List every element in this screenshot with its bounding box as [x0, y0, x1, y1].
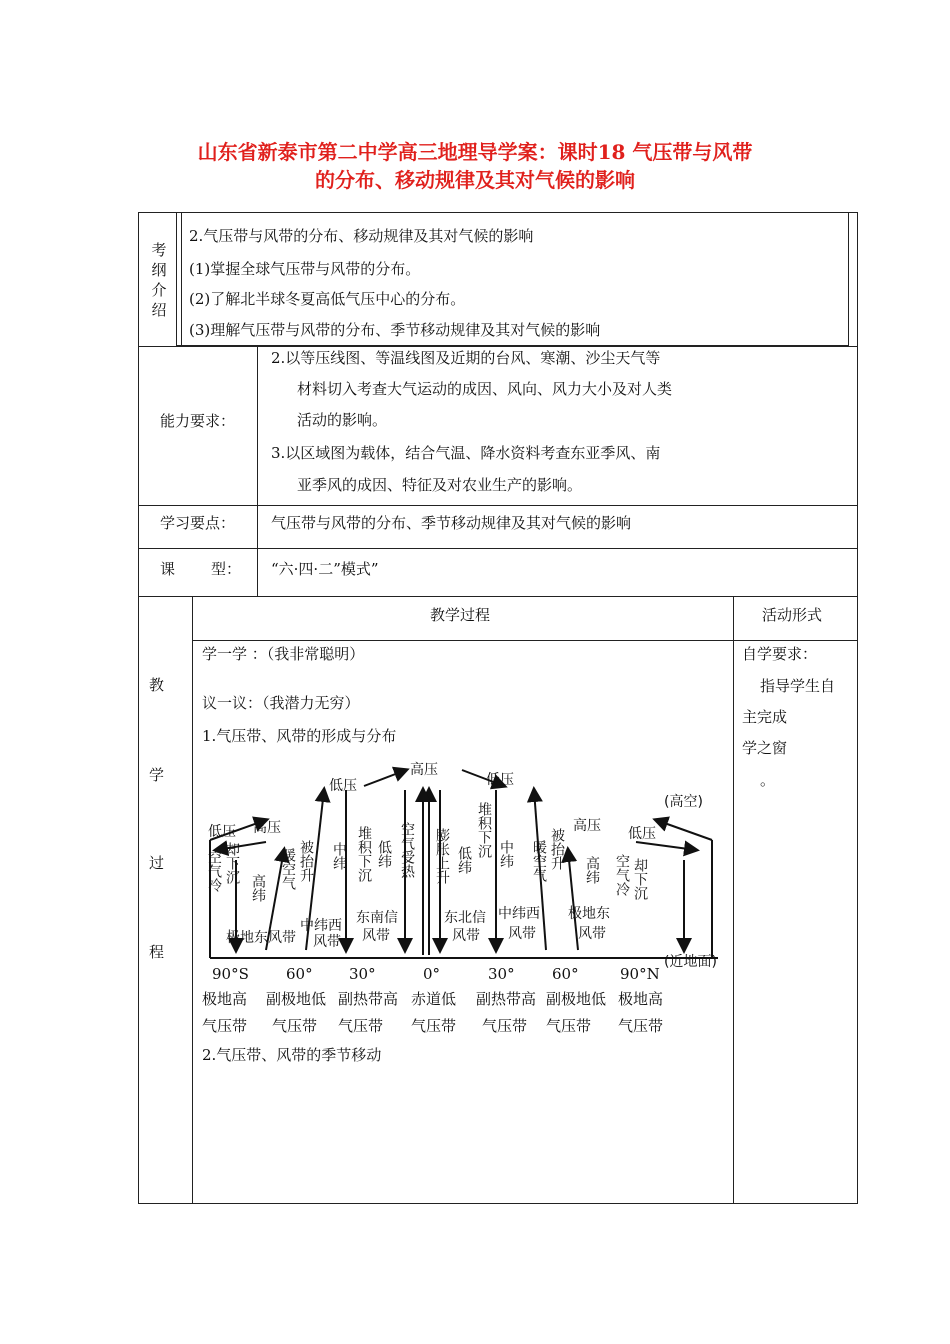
vt-warm-air-right: 暖空气 [531, 840, 547, 882]
activity-line-3: 主完成 [742, 708, 788, 726]
lesson-type-label-b: 型： [211, 560, 242, 578]
belt-2-b: 气压带 [272, 1017, 318, 1035]
activity-line-1: 自学要求： [742, 645, 818, 663]
ability-line-4: 3.以区域图为载体，结合气温、降水资料考查东亚季风、南 [271, 444, 661, 462]
wind-westerly-right-a: 中纬西 [498, 906, 540, 922]
section-heading-2: 2.气压带、风带的季节移动 [202, 1046, 382, 1064]
belt-4-a: 赤道低 [411, 990, 457, 1008]
belt-5-b: 气压带 [482, 1017, 528, 1035]
vt-lifted-right: 被抬升 [549, 828, 565, 870]
activity-line-5: 。 [760, 771, 776, 789]
col-activity-header: 活动形式 [762, 606, 823, 624]
vt-sink-right: 却下沉 [632, 858, 648, 900]
belt-3-a: 副热带高 [338, 990, 399, 1008]
label-low-left: 低压 [208, 824, 236, 840]
title-line-1: 山东省新泰市第二中学高三地理导学案：课时18 气压带与风带 [197, 140, 753, 164]
process-char-3: 过 [149, 854, 165, 872]
vt-pile-sink-left: 堆积下沉 [356, 826, 372, 882]
kagang-item-3: (2)了解北半球冬夏高低气压中心的分布。 [189, 290, 466, 308]
vt-mid-lat-left: 中纬 [331, 842, 347, 870]
wind-ne-trade-a: 东北信 [444, 910, 486, 926]
belt-1-b: 气压带 [202, 1017, 248, 1035]
page-title [120, 138, 830, 194]
wind-westerly-left-a: 中纬西 [300, 918, 342, 934]
vt-warm-air-left: 暖空气 [280, 848, 296, 890]
ability-line-5: 亚季风的成因、特征及对农业生产的影响。 [297, 476, 583, 494]
vt-mid-lat-right: 中纬 [498, 840, 514, 868]
vt-high-lat-right: 高纬 [584, 856, 600, 884]
key-points-label: 学习要点： [160, 514, 236, 532]
wind-westerly-left-b: 风带 [313, 934, 341, 950]
key-points-value: 气压带与风带的分布、季节移动规律及其对气候的影响 [271, 514, 632, 532]
kagang-item-4: (3)理解气压带与风带的分布、季节移动规律及其对气候的影响 [189, 321, 601, 339]
lat-30n: 30° [488, 965, 515, 983]
kagang-label [149, 240, 169, 320]
ability-line-1: 2.以等压线图、等温线图及近期的台风、寒潮、沙尘天气等 [271, 349, 661, 367]
label-high-upper-right: 高压 [573, 818, 601, 834]
lesson-type-value: “六·四·二”模式” [271, 560, 379, 578]
discuss-line: 议一议：（我潜力无穷） [202, 694, 360, 712]
label-near-ground: (近地面) [664, 954, 717, 970]
process-char-2: 学 [149, 766, 165, 784]
label-high-upper-left: 高压 [253, 820, 281, 836]
kagang-item-1: 2.气压带与风带的分布、移动规律及其对气候的影响 [189, 227, 534, 245]
wind-se-trade-b: 风带 [362, 928, 390, 944]
title-line-2: 的分布、移动规律及其对气候的影响 [315, 168, 635, 192]
vt-low-lat-right: 低纬 [456, 846, 472, 874]
process-char-4: 程 [149, 943, 165, 961]
label-low-upper-left: 低压 [329, 778, 357, 794]
kagang-char-2: 纲 [151, 261, 167, 279]
belt-2-a: 副极地低 [266, 990, 327, 1008]
learn-line: 学一学 ：（我非常聪明） [202, 645, 365, 663]
lesson-type-label-a: 课 [160, 560, 176, 578]
wind-polar-east-left: 极地东风带 [226, 930, 296, 946]
kagang-char-4: 绍 [151, 301, 167, 319]
ability-line-3: 活动的影响。 [297, 411, 388, 429]
belt-3-b: 气压带 [338, 1017, 384, 1035]
activity-line-4: 学之窗 [742, 739, 788, 757]
kagang-char-3: 介 [151, 281, 167, 299]
belt-4-b: 气压带 [411, 1017, 457, 1035]
label-high-altitude: (高空) [664, 794, 703, 810]
lat-60n: 60° [552, 965, 579, 983]
vt-sink-left: 却下沉 [224, 842, 240, 884]
lat-30s: 30° [349, 965, 376, 983]
belt-5-a: 副热带高 [476, 990, 537, 1008]
vt-cold-sink-left: 空气冷 [206, 850, 222, 892]
activity-line-2: 指导学生自 [760, 677, 836, 695]
lat-90n: 90°N [620, 965, 660, 983]
vt-high-lat-left: 高纬 [250, 874, 266, 902]
wind-westerly-right-b: 风带 [508, 926, 536, 942]
lat-0: 0° [423, 965, 441, 983]
wind-se-trade-a: 东南信 [356, 910, 398, 926]
kagang-char-1: 考 [151, 241, 167, 259]
vt-pile-sink-right: 堆积下沉 [476, 802, 492, 858]
section-heading-1: 1.气压带、风带的形成与分布 [202, 727, 397, 745]
ability-label: 能力要求： [160, 412, 236, 430]
label-low-upper-right: 低压 [486, 772, 514, 788]
label-low-right: 低压 [628, 826, 656, 842]
wind-polar-east-right-a: 极地东 [568, 906, 610, 922]
belt-7-a: 极地高 [618, 990, 664, 1008]
vt-expand-rise: 膨胀上升 [434, 828, 450, 884]
vt-low-lat-left: 低纬 [376, 840, 392, 868]
belt-7-b: 气压带 [618, 1017, 664, 1035]
col-process-header: 教学过程 [430, 606, 491, 624]
belt-6-a: 副极地低 [546, 990, 607, 1008]
process-char-1: 教 [149, 676, 165, 694]
belt-6-b: 气压带 [546, 1017, 592, 1035]
wind-polar-east-right-b: 风带 [578, 926, 606, 942]
vt-lifted-left: 被抬升 [298, 840, 314, 882]
lat-60s: 60° [286, 965, 313, 983]
ability-line-2: 材料切入考查大气运动的成因、风向、风力大小及对人类 [297, 380, 673, 398]
vt-heated: 空气受热 [399, 822, 415, 878]
wind-ne-trade-b: 风带 [452, 928, 480, 944]
kagang-item-2: (1)掌握全球气压带与风带的分布。 [189, 260, 421, 278]
belt-1-a: 极地高 [202, 990, 248, 1008]
label-high-top: 高压 [410, 762, 438, 778]
lat-90s: 90°S [212, 965, 249, 983]
vt-cold-air-right: 空气冷 [614, 854, 630, 896]
